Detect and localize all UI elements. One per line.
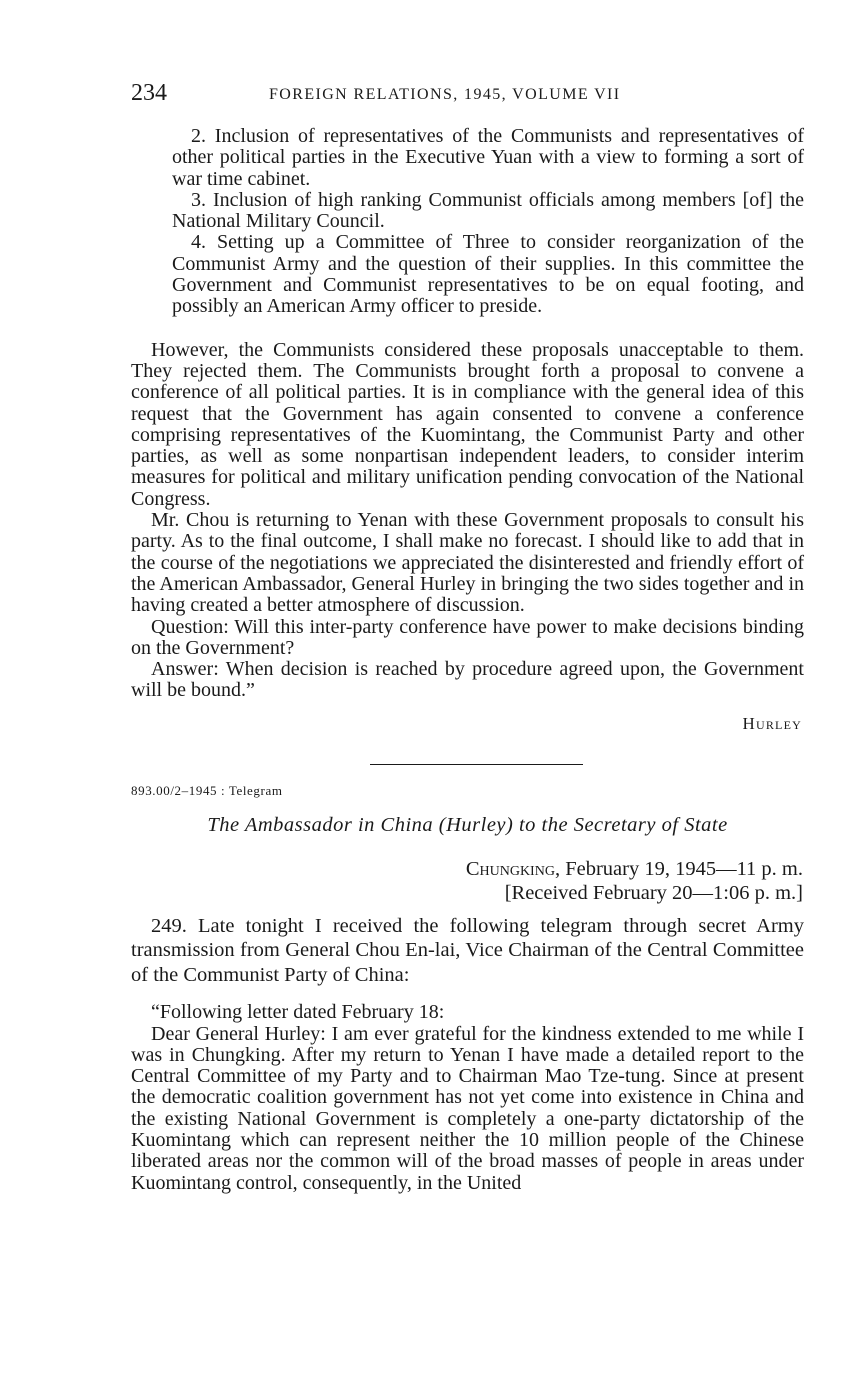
statement-body bbox=[131, 340, 804, 702]
dateline-received: [Received February 20—1:06 p. m.] bbox=[504, 881, 803, 904]
section-divider bbox=[370, 764, 583, 765]
body-paragraph: Question: Will this inter-party conference have power to make decisions binding on the Government? bbox=[131, 615, 804, 659]
dateline bbox=[131, 857, 804, 905]
quote-paragraph: Dear General Hurley: I am ever grateful for the kindness extended to me while I was in Chungking. After my return to Yenan I have made a detailed report to the Central Committee of my Party and to Chairman Mao Tze-tung. Since at present the democratic coalition government has not yet come into existence in China and the existing National Government is completely a one-party dictatorship of the Kuomintang which can represent neither the 10 million people of the Chinese liberated areas nor the common will of the broad masses of people in areas under Kuomintang control, consequently, in the United bbox=[131, 1022, 804, 1194]
list-item: 3. Inclusion of high ranking Communist officials among members [of] the National Military Council. bbox=[172, 188, 804, 233]
body-paragraph: Mr. Chou is returning to Yenan with these Government proposals to consult his party. As to the final outcome, I shall make no forecast. I should like to add that in the course of the negotiations we appreciated the disinterested and friendly effort of the American Ambassador, General Hurley in bringing the two sides together and in having created a better atmosphere of discussion. bbox=[131, 509, 804, 617]
list-item: 4. Setting up a Committee of Three to consider reorganization of the Communist Army and the question of their supplies. In this committee the Government and Communist representatives to be on equal footing, and possibly an American Army officer to preside. bbox=[172, 231, 804, 318]
dateline-date: , February 19, 1945—11 p. m. bbox=[554, 857, 803, 880]
running-head bbox=[131, 80, 804, 114]
list-item: 2. Inclusion of representatives of the Communists and representatives of other political parties in the Executive Yuan with a view to forming a sort of war time cabinet. bbox=[172, 125, 804, 190]
body-paragraph: However, the Communists considered these proposals unacceptable to them. They rejected them. The Communists brought forth a proposal to convene a conference of all political parties. It is in compliance with the general idea of this request that the Government has again consented to convene a conference comprising representatives of the Kuomintang, the Communist Party and other parties, as well as some nonpartisan independent leaders, to consider interim measures for political and military unification pending convocation of the National Congress. bbox=[131, 338, 804, 510]
telegram-paragraph: 249. Late tonight I received the following telegram through secret Army transmission from General Chou En-lai, Vice Chairman of the Central Committee of the Communist Party of China: bbox=[131, 914, 804, 986]
telegram-intro bbox=[131, 914, 804, 988]
quote-paragraph: “Following letter dated February 18: bbox=[151, 1001, 445, 1024]
dateline-sent bbox=[131, 857, 803, 881]
signature-name: Hurley bbox=[742, 713, 802, 733]
document-page bbox=[131, 80, 804, 1194]
dateline-city: Chungking bbox=[465, 857, 555, 880]
page-number: 234 bbox=[131, 80, 167, 106]
telegram-title: The Ambassador in China (Hurley) to the Secretary of State bbox=[207, 813, 728, 836]
body-paragraph: Answer: When decision is reached by procedure agreed upon, the Government will be bound.” bbox=[131, 658, 804, 702]
proposal-list bbox=[172, 126, 804, 318]
signature bbox=[131, 714, 804, 734]
file-number: 893.00/2–1945 : Telegram bbox=[131, 782, 283, 798]
running-head-title: FOREIGN RELATIONS, 1945, VOLUME VII bbox=[269, 86, 621, 103]
quoted-letter bbox=[131, 1002, 804, 1194]
